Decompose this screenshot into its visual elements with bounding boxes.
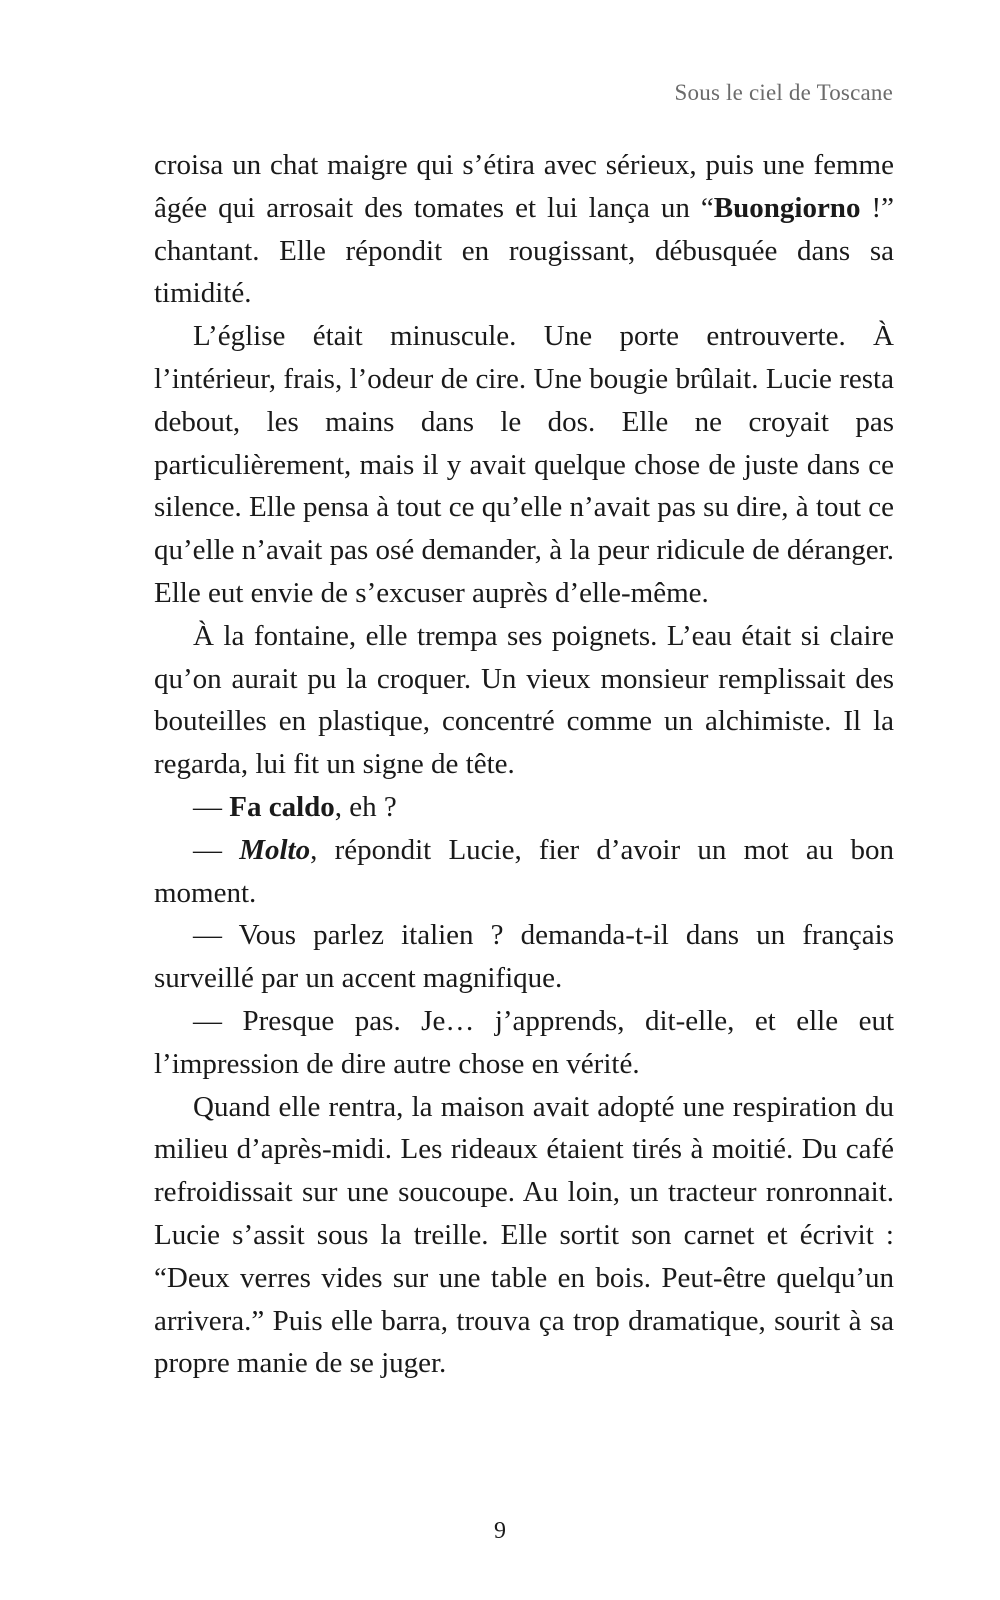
text-run: À la fontaine, elle trempa ses poignets. L’eau était si claire qu’on aurait pu la croquer. Un vieux monsieur remplissait des bouteilles en plastique, concentré comme un alchimiste. Il la regarda, lui fit un signe de tête. bbox=[154, 619, 894, 781]
paragraph bbox=[154, 1086, 894, 1386]
emphasis-bold: Fa caldo bbox=[229, 790, 335, 823]
paragraph bbox=[154, 786, 894, 829]
paragraph bbox=[154, 315, 894, 615]
text-run: croisa un chat maigre qui s’étira avec sérieux, puis une femme âgée qui arrosait des tomates et lui lança un “ bbox=[154, 149, 894, 224]
paragraph bbox=[154, 914, 894, 1000]
text-run: , eh ? bbox=[334, 790, 397, 823]
text-run: — Vous parlez italien ? demanda-t-il dans un français surveillé par un accent magnifique. bbox=[154, 919, 894, 995]
text-run: — bbox=[193, 790, 230, 823]
text-run: — bbox=[193, 833, 240, 866]
paragraph bbox=[154, 144, 894, 315]
emphasis-bold: Buongiorno bbox=[713, 191, 861, 224]
emphasis-bold-italic: Molto bbox=[239, 833, 311, 866]
running-header-title: Sous le ciel de Toscane bbox=[674, 80, 893, 105]
text-run: !” chantant. Elle répondit en rougissant, débusquée dans sa timidité. bbox=[154, 191, 895, 310]
text-run: — Presque pas. Je… j’apprends, dit-elle, et elle eut l’impression de dire autre chose en vérité. bbox=[154, 1004, 894, 1080]
body-text bbox=[154, 144, 894, 1385]
paragraph bbox=[154, 829, 894, 915]
paragraph bbox=[154, 615, 894, 786]
page-number: 9 bbox=[494, 1518, 506, 1544]
text-run: L’église était minuscule. Une porte entrouverte. À l’intérieur, frais, l’odeur de cire. Une bougie brûlait. Lucie resta debout, les mains dans le dos. Elle ne croyait pas particulièrement, mais il y avait quelque chose de juste dans ce silence. Elle pensa à tout ce qu’elle n’avait pas su dire, à tout ce qu’elle n’avait pas osé demander, à la peur ridicule de déranger. Elle eut envie de s’excuser auprès d’elle-même. bbox=[154, 320, 895, 609]
text-run: Quand elle rentra, la maison avait adopté une respiration du milieu d’après-midi. Les rideaux étaient tirés à moitié. Du café refroidissait sur une soucoupe. Au loin, un tracteur ronronnait. Lucie s’assit sous la treille. Elle sortit son carnet et écrivit : “Deux verres vides sur une table en bois. Peut-être quelqu’un arrivera.” Puis elle barra, trouva ça trop dramatique, sourit à sa propre manie de se juger. bbox=[154, 1090, 894, 1380]
paragraph bbox=[154, 1000, 894, 1086]
text-run: , répondit Lucie, fier d’avoir un mot au bon moment. bbox=[154, 833, 894, 909]
